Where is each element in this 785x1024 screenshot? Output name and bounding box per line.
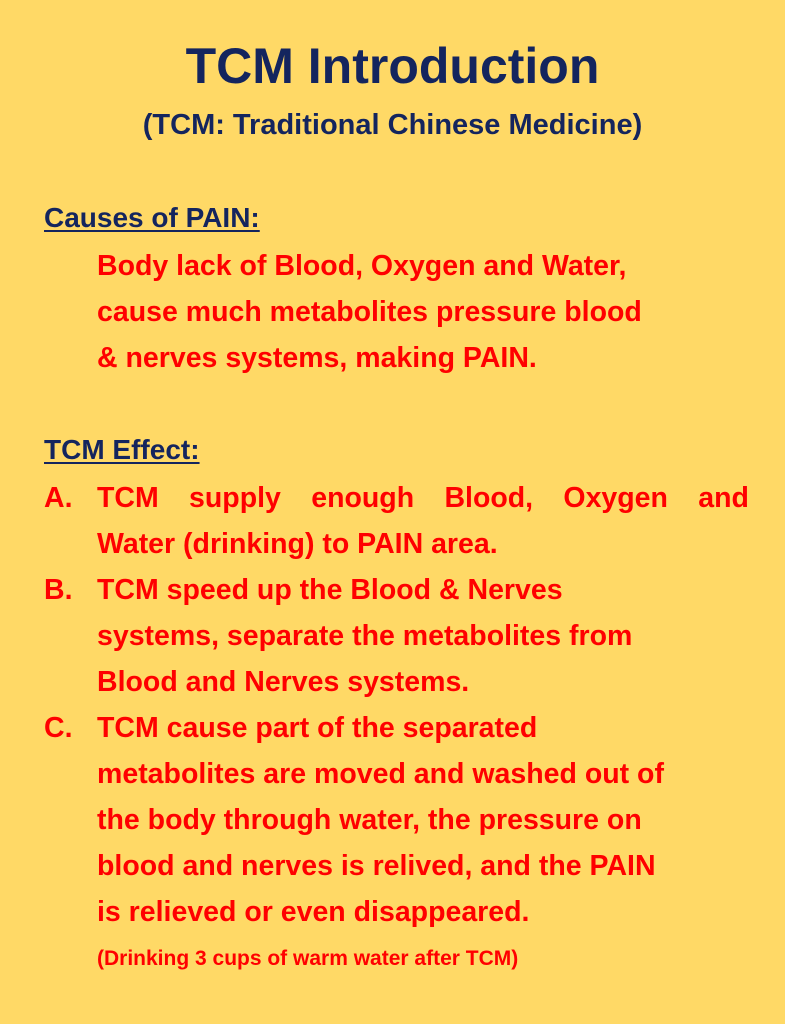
causes-paragraph xyxy=(97,243,642,381)
causes-line: Body lack of Blood, Oxygen and Water, xyxy=(97,250,627,282)
page-title: TCM Introduction xyxy=(185,38,600,94)
item-b-text xyxy=(97,567,632,705)
item-a-line: Water (drinking) to PAIN area. xyxy=(97,528,498,560)
item-c-line: TCM cause part of the separated xyxy=(97,712,538,744)
item-c-line: metabolites are moved and washed out of xyxy=(97,758,664,790)
item-b-line: Blood and Nerves systems. xyxy=(97,666,470,698)
item-b-letter: B. xyxy=(44,574,73,606)
item-c-line: blood and nerves is relived, and the PAIN xyxy=(97,850,656,882)
causes-line: cause much metabolites pressure blood xyxy=(97,296,642,328)
item-c-line: is relieved or even disappeared. xyxy=(97,896,530,928)
drinking-note: (Drinking 3 cups of warm water after TCM) xyxy=(97,947,519,970)
word: supply xyxy=(189,482,281,514)
item-b-line: systems, separate the metabolites from xyxy=(97,620,633,652)
word: Oxygen xyxy=(563,482,668,514)
word: Blood, xyxy=(444,482,534,514)
word: TCM xyxy=(97,482,159,514)
item-c-letter: C. xyxy=(44,712,73,744)
item-c-text xyxy=(97,705,664,935)
causes-line: & nerves systems, making PAIN. xyxy=(97,342,537,374)
item-a-text xyxy=(97,475,749,567)
item-a-letter: A. xyxy=(44,482,73,514)
item-a-line-justified xyxy=(97,475,749,521)
causes-heading: Causes of PAIN: xyxy=(44,202,260,233)
item-b-line: TCM speed up the Blood & Nerves xyxy=(97,574,563,606)
item-c-line: the body through water, the pressure on xyxy=(97,804,642,836)
page-subtitle: (TCM: Traditional Chinese Medicine) xyxy=(142,109,643,141)
word: and xyxy=(698,482,749,514)
effect-heading: TCM Effect: xyxy=(44,434,200,465)
word: enough xyxy=(311,482,415,514)
